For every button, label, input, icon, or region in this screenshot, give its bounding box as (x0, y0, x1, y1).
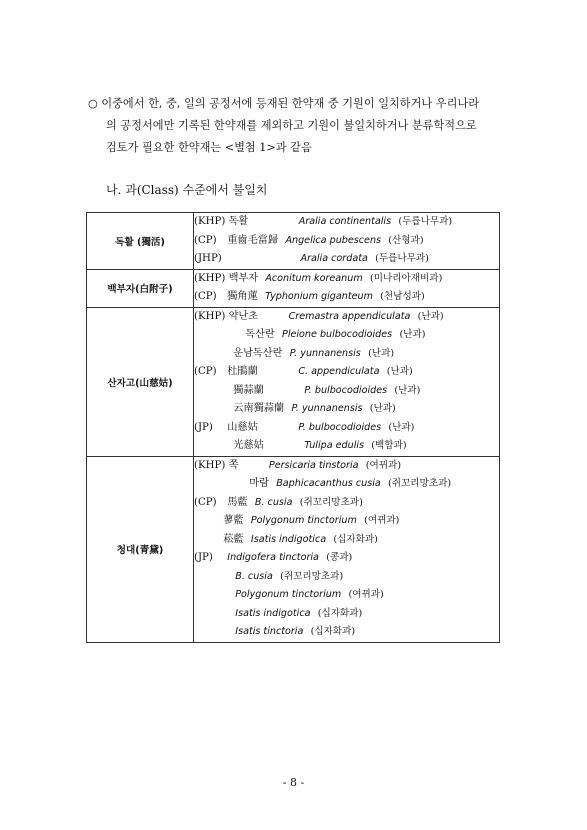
intro-line-1: ○ 이중에서 한, 중, 일의 공정서에 등재된 한약재 중 기원이 일치하거나 우리나라 (88, 97, 480, 110)
entry-row (194, 400, 499, 419)
entry-source: (CP) (194, 496, 217, 508)
entry-row (194, 288, 499, 307)
entry-source: (KHP) (194, 310, 226, 322)
entry-scientific-name: P. bulbocodioides (298, 421, 382, 433)
entry-family: (두릅나무과) (375, 253, 429, 264)
entries-cell (194, 307, 500, 456)
entry-local-name: 마람 (249, 478, 269, 489)
intro-line-2: 의 공정서에만 기록된 한약재를 제외하고 기원이 불일치하거나 분류학적으로 (106, 119, 477, 132)
entry-scientific-name: P. yunnanensis (289, 347, 361, 359)
entry-family: (여뀌과) (364, 515, 400, 526)
entry-row (194, 586, 499, 605)
entry-family: (천남성과) (380, 291, 425, 302)
entry-scientific-name: B. cusia (235, 570, 273, 582)
entry-row (194, 382, 499, 401)
entry-family: (난과) (394, 384, 421, 396)
entry-local-name: 云南獨蒜蘭 (233, 403, 285, 414)
entry-local-name: 蓼藍 (223, 515, 244, 526)
entry-source: (KHP) (194, 216, 226, 227)
entry-source: (JHP) (194, 253, 222, 264)
entry-family: (쥐꼬리망초과) (299, 496, 363, 508)
entry-source: (JP) (194, 421, 213, 433)
entry-scientific-name: Isatis indigotica (235, 607, 311, 619)
entry-local-name: 山慈姑 (227, 421, 258, 433)
entry-source: (JP) (194, 552, 213, 563)
entry-row (194, 326, 499, 345)
entry-row (194, 494, 499, 513)
entry-scientific-name: Angelica pubescens (285, 234, 382, 246)
entry-family: (여뀌과) (365, 459, 402, 471)
entries-cell (194, 213, 500, 270)
entry-row (194, 475, 499, 494)
entry-family: (십자화과) (317, 607, 363, 619)
table-row (87, 269, 500, 307)
intro-paragraph (88, 93, 528, 159)
herb-name-cell: 청대(青黛) (87, 456, 194, 642)
entry-scientific-name: Polygonum tinctorium (250, 515, 357, 526)
entry-local-name: 쪽 (228, 459, 239, 471)
entry-scientific-name: Isatis tinctoria (235, 626, 304, 637)
herb-name-cell: 백부자(白附子) (87, 269, 194, 307)
entry-source: (KHP) (194, 272, 226, 284)
entry-family: (산형과) (388, 234, 424, 246)
entry-row (194, 549, 499, 568)
entry-family: (여뀌과) (348, 589, 384, 600)
entry-family: (난과) (386, 366, 413, 377)
entry-row (194, 457, 499, 476)
entry-row (194, 213, 499, 232)
entry-family: (난과) (368, 347, 395, 359)
entry-family: (난과) (388, 421, 415, 433)
entry-row (194, 531, 499, 550)
herb-name-cell: 산자고(山慈姑) (87, 307, 194, 456)
entry-row (194, 419, 499, 438)
table-row (87, 213, 500, 270)
entry-local-name: 약난초 (228, 310, 259, 322)
entry-row (194, 250, 499, 269)
entry-row (194, 512, 499, 531)
entry-scientific-name: Aralia cordata (300, 253, 368, 264)
entry-scientific-name: Cremastra appendiculata (288, 310, 411, 322)
entry-local-name: 杜鵑蘭 (227, 366, 258, 377)
entry-local-name: 백부자 (228, 272, 259, 284)
entry-row (194, 568, 499, 587)
entry-scientific-name: Indigofera tinctoria (227, 552, 319, 563)
herb-origin-table (86, 212, 500, 643)
entry-scientific-name: C. appendiculata (298, 366, 380, 377)
entry-source: (CP) (194, 291, 217, 302)
entry-row (194, 232, 499, 251)
entry-local-name: 독활 (228, 216, 249, 227)
entry-family: (십자화과) (333, 533, 378, 545)
entry-family: (십자화과) (310, 626, 356, 637)
entry-scientific-name: Aconitum koreanum (265, 272, 363, 284)
entry-family: (백합과) (371, 440, 407, 451)
entry-scientific-name: Typhonium giganteum (265, 291, 373, 302)
entry-local-name: 光慈姑 (233, 440, 264, 451)
entry-local-name: 馬藍 (227, 496, 248, 508)
entry-scientific-name: Isatis indigotica (250, 533, 327, 545)
entry-scientific-name: Baphicacanthus cusia (276, 478, 381, 489)
entry-family: (쥐꼬리망초과) (280, 570, 344, 582)
entry-source: (KHP) (194, 459, 226, 471)
entry-local-name: 독산란 (245, 329, 275, 340)
entry-family: (두릅나무과) (398, 216, 453, 227)
entry-source: (CP) (194, 366, 217, 377)
entry-scientific-name: Persicaria tinstoria (268, 459, 359, 471)
entry-local-name: 獨蒜蘭 (233, 384, 264, 396)
entry-family: (난과) (399, 329, 426, 340)
entry-scientific-name: P. bulbocodioides (304, 384, 388, 396)
entry-local-name: 菘藍 (223, 533, 244, 545)
entry-source: (CP) (194, 234, 217, 246)
entry-row (194, 605, 499, 624)
entry-row (194, 345, 499, 364)
entry-family: (콩과) (326, 552, 353, 563)
entries-cell (194, 456, 500, 642)
entry-local-name: 운남독산란 (233, 347, 283, 359)
entry-family: (쥐꼬리망초과) (388, 478, 452, 489)
entry-scientific-name: Polygonum tinctorium (235, 589, 342, 600)
entry-family: (미나리아재비과) (369, 272, 443, 284)
entry-scientific-name: Tulipa edulis (304, 440, 365, 451)
entry-scientific-name: Aralia continentalis (298, 216, 392, 227)
table-row (87, 307, 500, 456)
entry-scientific-name: P. yunnanensis (291, 403, 363, 414)
table-row (87, 456, 500, 642)
entry-row (194, 437, 499, 456)
herb-name-cell: 독활 (獨活) (87, 213, 194, 270)
entry-local-name: 重齒毛當歸 (227, 234, 279, 246)
entry-row (194, 308, 499, 327)
entry-scientific-name: Pleione bulbocodioides (282, 329, 393, 340)
intro-line-3: 검토가 필요한 한약재는 <별첨 1>과 같음 (106, 141, 312, 154)
entry-row (194, 363, 499, 382)
page-number: - 8 - (282, 776, 305, 789)
entry-scientific-name: B. cusia (254, 496, 293, 508)
entry-family: (난과) (369, 403, 396, 414)
entries-cell (194, 269, 500, 307)
entry-row (194, 623, 499, 642)
entry-local-name: 獨角蓮 (227, 291, 258, 302)
entry-row (194, 270, 499, 289)
section-heading: 나. 과(Class) 수준에서 불일치 (106, 183, 268, 197)
entry-family: (난과) (417, 310, 444, 322)
